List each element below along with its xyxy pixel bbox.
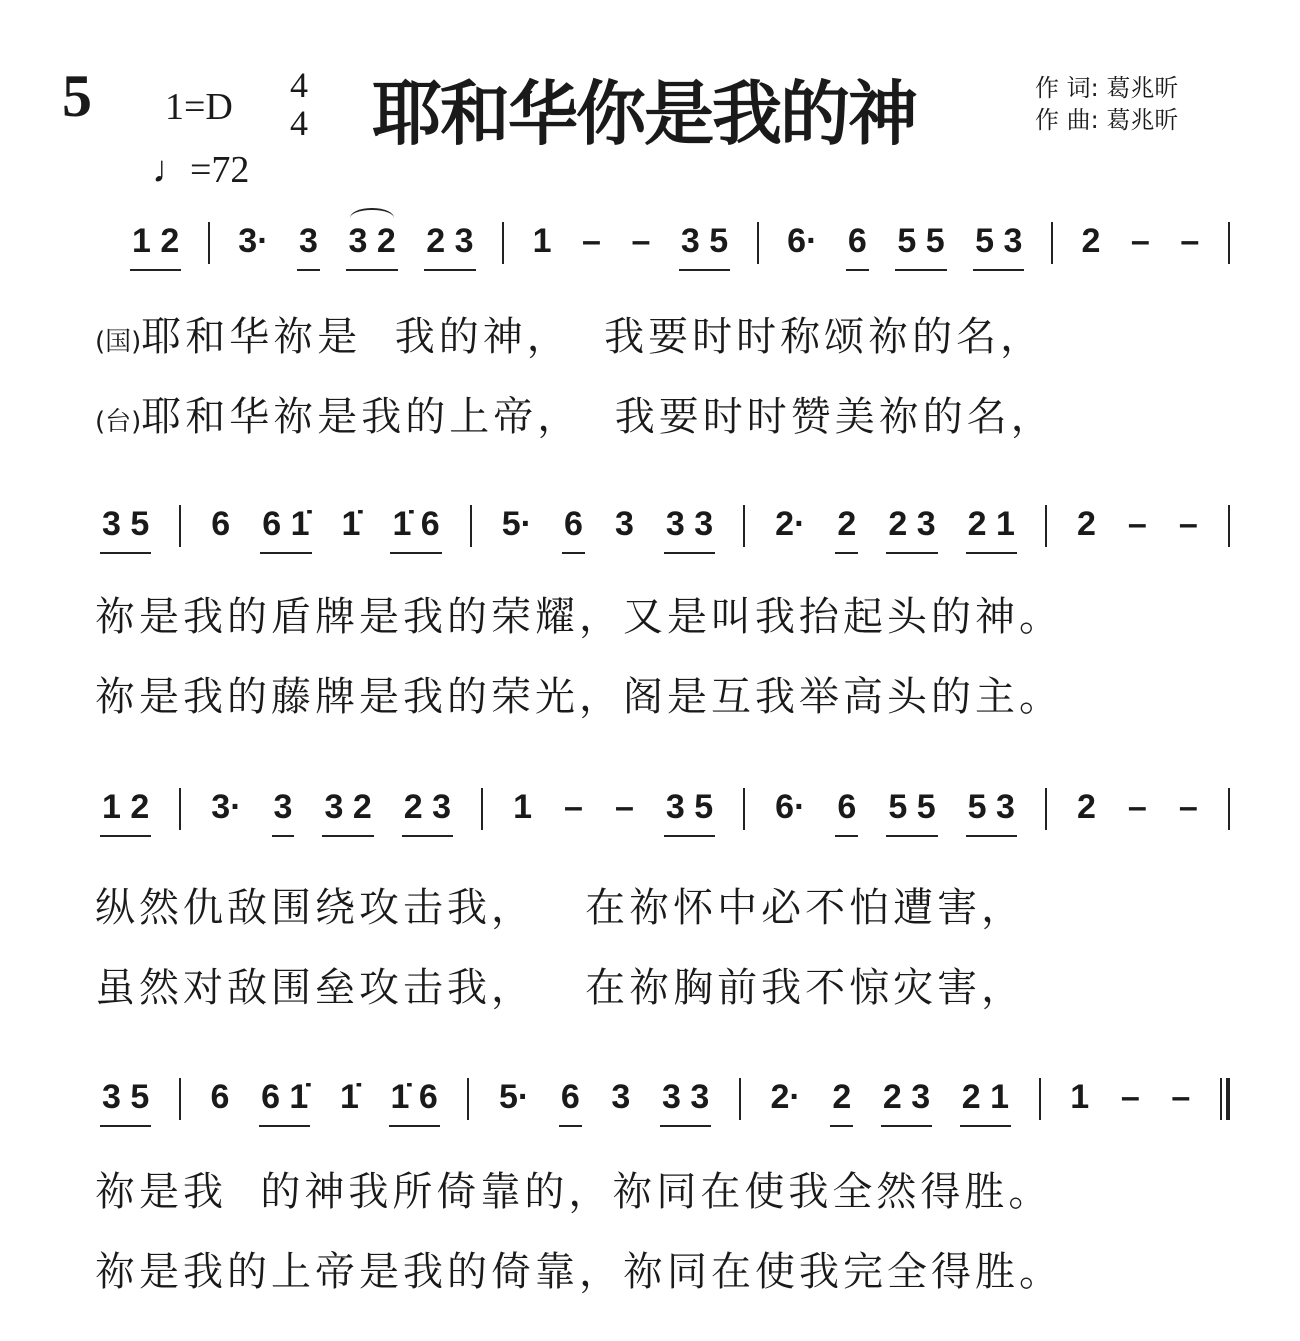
note-group: 3 2 bbox=[346, 222, 397, 271]
note-group: 3 5 bbox=[679, 222, 730, 271]
note-group: 5· bbox=[501, 505, 532, 543]
note-group: 5 5 bbox=[886, 788, 937, 837]
note-group: 6 bbox=[559, 1078, 582, 1127]
lyric-tag: (台) bbox=[95, 407, 142, 437]
note-group: 2 3 bbox=[886, 505, 937, 554]
tempo-marking: ♩=72 bbox=[152, 149, 250, 191]
lyricist: 作 词: 葛兆昕 bbox=[1035, 74, 1179, 102]
notation-line-1 bbox=[130, 222, 1230, 282]
lyric-line: 祢是我的藤牌是我的荣光，阁是互我举高头的主。 bbox=[95, 674, 1063, 720]
note-group: 3 bbox=[611, 1078, 631, 1116]
dash-extension: – bbox=[1120, 1078, 1140, 1116]
note-group: 1̇ bbox=[339, 1078, 359, 1116]
notation-line-4 bbox=[100, 1078, 1230, 1138]
final-barline bbox=[1220, 1078, 1230, 1120]
note-group: 6 bbox=[562, 505, 585, 554]
barline bbox=[470, 505, 472, 547]
barline bbox=[179, 1078, 181, 1120]
note-group: 5· bbox=[499, 1078, 530, 1116]
note-group: 3 3 bbox=[660, 1078, 711, 1127]
note-group: 1̇ bbox=[341, 505, 361, 543]
composer: 作 曲: 葛兆昕 bbox=[1035, 106, 1179, 134]
note-group: 6· bbox=[775, 788, 806, 826]
note-group: 2 bbox=[1076, 788, 1096, 826]
notation-line-2 bbox=[100, 505, 1230, 565]
note-group: 6 bbox=[835, 788, 858, 837]
dash-extension: – bbox=[1130, 222, 1150, 260]
note-group: 3 3 bbox=[664, 505, 715, 554]
dash-extension: – bbox=[1127, 788, 1147, 826]
barline bbox=[1039, 1078, 1041, 1120]
song-title: 耶和华你是我的神 bbox=[372, 73, 916, 155]
note-group: 6 1̇ bbox=[260, 505, 311, 554]
credits bbox=[1035, 72, 1178, 136]
lyric-line: 祢是我 的神我所倚靠的，祢同在使我全然得胜。 bbox=[95, 1169, 1053, 1215]
note-group: 2 bbox=[1076, 505, 1096, 543]
note-group: 1 2 bbox=[100, 788, 151, 837]
note-group: 1 2 bbox=[130, 222, 181, 271]
note-group: 2 3 bbox=[424, 222, 475, 271]
barline bbox=[1228, 788, 1230, 830]
time-bottom: 4 bbox=[290, 103, 308, 143]
note-group: 6 bbox=[211, 505, 231, 543]
dash-extension: – bbox=[582, 222, 601, 260]
note-group: 3 bbox=[297, 222, 320, 271]
note-group: 1 bbox=[513, 788, 532, 826]
note-group: 2 bbox=[830, 1078, 853, 1127]
note-group: 2· bbox=[775, 505, 806, 543]
note-group: 3 5 bbox=[100, 505, 151, 554]
note-group: 3 bbox=[272, 788, 295, 837]
note-group: 3· bbox=[238, 222, 269, 260]
note-group: 6 1̇ bbox=[259, 1078, 310, 1127]
barline bbox=[743, 505, 745, 547]
dash-extension: – bbox=[614, 788, 634, 826]
barline bbox=[208, 222, 210, 264]
barline bbox=[1045, 505, 1047, 547]
lyric-line: 祢是我的上帝是我的倚靠，祢同在使我完全得胜。 bbox=[95, 1249, 1063, 1295]
dash-extension: – bbox=[564, 788, 583, 826]
lyric-line: 祢是我的盾牌是我的荣耀，又是叫我抬起头的神。 bbox=[95, 594, 1063, 640]
dash-extension: – bbox=[1178, 505, 1198, 543]
note-group: 6 bbox=[210, 1078, 230, 1116]
note-group: 3· bbox=[211, 788, 242, 826]
note-group: 2 bbox=[835, 505, 858, 554]
note-group: 6 bbox=[846, 222, 869, 271]
note-group: 1̇ 6 bbox=[389, 1078, 440, 1127]
note-group: 2 1 bbox=[960, 1078, 1011, 1127]
note-group: 1 bbox=[532, 222, 552, 260]
barline bbox=[481, 788, 483, 830]
barline bbox=[1051, 222, 1053, 264]
barline bbox=[1228, 222, 1230, 264]
note-group: 3 5 bbox=[664, 788, 715, 837]
lyric-text: 耶和华祢是我的上帝， 我要时时赞美祢的名， bbox=[141, 394, 1055, 440]
note-group: 2 3 bbox=[402, 788, 453, 837]
time-top: 4 bbox=[290, 65, 308, 105]
barline bbox=[743, 788, 745, 830]
note-group: 3 bbox=[614, 505, 634, 543]
note-group: 5 3 bbox=[966, 788, 1017, 837]
dash-extension: – bbox=[1178, 788, 1198, 826]
note-group: 1̇ 6 bbox=[390, 505, 441, 554]
dash-extension: – bbox=[1180, 222, 1200, 260]
lyric-line bbox=[95, 385, 1055, 442]
note-group: 5 3 bbox=[973, 222, 1024, 271]
barline bbox=[179, 788, 181, 830]
lyric-text: 耶和华祢是 我的神， 我要时时称颂祢的名， bbox=[141, 314, 1045, 360]
lyric-line bbox=[95, 305, 1044, 362]
lyric-line: 虽然对敌围垒攻击我， 在祢胸前我不惊灾害， bbox=[95, 965, 1026, 1011]
song-number: 5 bbox=[62, 63, 92, 129]
note-group: 3 2 bbox=[322, 788, 373, 837]
key-signature: 1=D bbox=[165, 86, 233, 128]
note-group: 6· bbox=[787, 222, 818, 260]
barline bbox=[179, 505, 181, 547]
barline bbox=[502, 222, 504, 264]
note-group: 2 1 bbox=[966, 505, 1017, 554]
note-group: 5 5 bbox=[895, 222, 946, 271]
barline bbox=[757, 222, 759, 264]
time-signature bbox=[290, 66, 308, 142]
note-group: 2 bbox=[1081, 222, 1101, 260]
barline bbox=[1228, 505, 1230, 547]
lyric-tag: (国) bbox=[95, 327, 142, 357]
notation-line-3 bbox=[100, 788, 1230, 848]
barline bbox=[467, 1078, 469, 1120]
note-group: 2· bbox=[770, 1078, 801, 1116]
note-group: 2 3 bbox=[881, 1078, 932, 1127]
barline bbox=[739, 1078, 741, 1120]
barline bbox=[1045, 788, 1047, 830]
note-group: 3 5 bbox=[100, 1078, 151, 1127]
dash-extension: – bbox=[1171, 1078, 1191, 1116]
note-group: 1 bbox=[1070, 1078, 1090, 1116]
lyric-line: 纵然仇敌围绕攻击我， 在祢怀中必不怕遭害， bbox=[95, 885, 1026, 931]
dash-extension: – bbox=[1127, 505, 1147, 543]
dash-extension: – bbox=[631, 222, 651, 260]
